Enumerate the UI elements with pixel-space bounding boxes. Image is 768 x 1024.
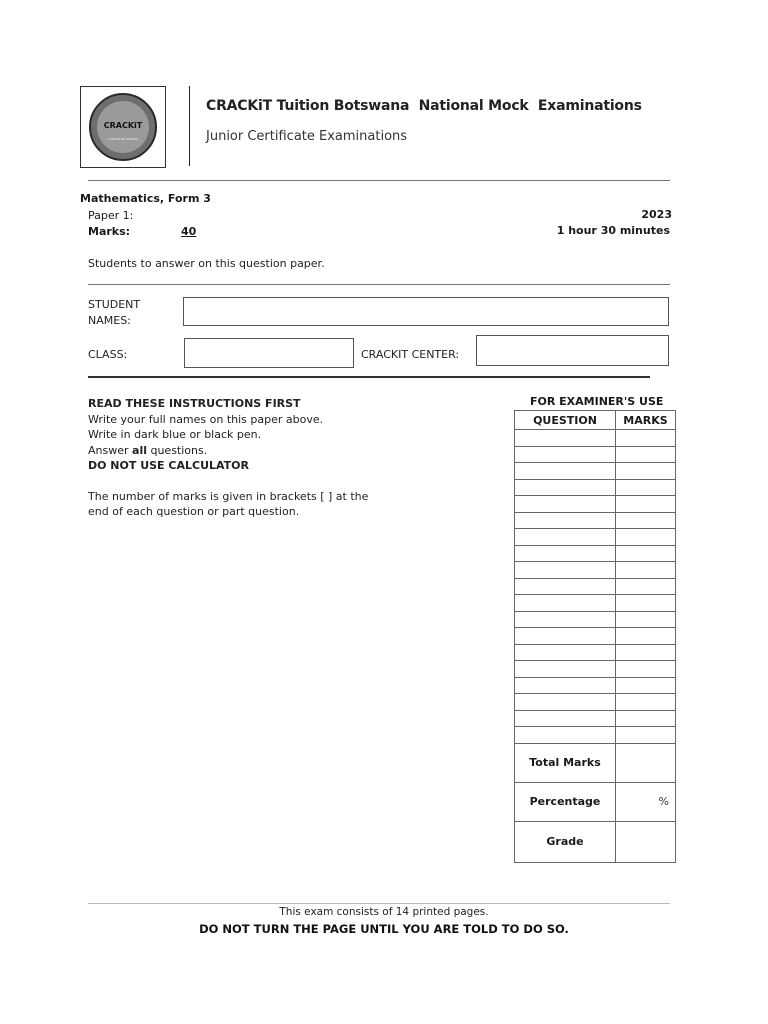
marks-value: 40 [181,225,197,238]
question-cell[interactable] [515,463,616,480]
examiner-blank-row [515,496,676,513]
examiner-blank-row [515,562,676,579]
percentage-row [515,782,676,821]
grade-label: Grade [515,821,616,862]
exam-duration: 1 hour 30 minutes [556,224,670,237]
examiner-blank-row [515,512,676,529]
marks-cell[interactable] [616,677,676,694]
marks-cell[interactable] [616,694,676,711]
marks-cell[interactable] [616,628,676,645]
question-cell[interactable] [515,430,616,447]
details-rule [88,284,670,285]
marks-cell[interactable] [616,727,676,744]
question-cell[interactable] [515,661,616,678]
student-names-label-line1: STUDENT [88,298,141,311]
question-cell[interactable] [515,694,616,711]
examiner-blank-row [515,479,676,496]
marks-cell[interactable] [616,529,676,546]
examiner-blank-row [515,628,676,645]
marks-cell[interactable] [616,479,676,496]
examiner-blank-row [515,694,676,711]
marks-cell[interactable] [616,644,676,661]
examiner-title: FOR EXAMINER'S USE [530,395,664,408]
grade-row [515,821,676,862]
examiner-blank-row [515,430,676,447]
examiner-blank-row [515,677,676,694]
question-cell[interactable] [515,512,616,529]
examiner-blank-row [515,595,676,612]
class-field[interactable] [184,338,354,368]
exam-subtitle: Junior Certificate Examinations [206,129,408,144]
marks-cell[interactable] [616,463,676,480]
instruction-answer-all [88,443,388,459]
logo-box [80,86,166,168]
header-divider [189,86,190,166]
grade-cell[interactable] [616,821,676,862]
question-cell[interactable] [515,710,616,727]
examiner-blank-row [515,727,676,744]
instructions-block [88,396,388,520]
footer-rule [88,903,670,904]
marks-cell[interactable] [616,661,676,678]
crackit-logo [89,93,157,161]
examiner-table [514,410,676,863]
question-cell[interactable] [515,562,616,579]
student-names-label-line2: NAMES: [88,314,131,327]
question-cell[interactable] [515,529,616,546]
question-cell[interactable] [515,595,616,612]
total-marks-label: Total Marks [515,743,616,782]
question-cell[interactable] [515,727,616,744]
footer-page-count: This exam consists of 14 printed pages. [279,906,489,918]
examiner-blank-row [515,446,676,463]
student-names-label [88,297,140,329]
exam-title: CRACKiT Tuition Botswana National Mock Examinations [206,98,642,114]
examiner-rows [515,430,676,744]
fields-rule [88,376,650,378]
question-cell[interactable] [515,545,616,562]
marks-column-header: MARKS [616,411,676,430]
marks-cell[interactable] [616,512,676,529]
question-cell[interactable] [515,496,616,513]
total-marks-cell[interactable] [616,743,676,782]
marks-cell[interactable] [616,611,676,628]
marks-cell[interactable] [616,430,676,447]
examiner-blank-row [515,463,676,480]
marks-cell[interactable] [616,545,676,562]
footer-warning: DO NOT TURN THE PAGE UNTIL YOU ARE TOLD TO DO SO. [199,922,569,936]
marks-cell[interactable] [616,578,676,595]
percentage-cell[interactable]: % [616,782,676,821]
examiner-blank-row [515,611,676,628]
question-cell[interactable] [515,677,616,694]
examiner-blank-row [515,644,676,661]
marks-cell[interactable] [616,562,676,579]
question-cell[interactable] [515,611,616,628]
percentage-label: Percentage [515,782,616,821]
marks-cell[interactable] [616,595,676,612]
student-names-field[interactable] [183,297,669,326]
answer-post: questions. [146,443,208,457]
crackit-center-field[interactable] [476,335,669,366]
class-label: CLASS: [88,348,128,361]
question-cell[interactable] [515,479,616,496]
examiner-blank-row [515,529,676,546]
answer-all-bold: all [132,443,147,457]
question-cell[interactable] [515,628,616,645]
marks-note-line1: The number of marks is given in brackets [ ] at the [88,489,369,503]
question-cell[interactable] [515,644,616,661]
question-column-header: QUESTION [515,411,616,430]
examiner-header-row [515,411,676,430]
question-cell[interactable] [515,578,616,595]
examiner-blank-row [515,545,676,562]
marks-cell[interactable] [616,710,676,727]
logo-text: CRACKiT [103,121,143,130]
instructions-heading: READ THESE INSTRUCTIONS FIRST [88,397,301,410]
marks-label: Marks: [88,225,131,238]
total-row [515,743,676,782]
answer-pre: Answer [88,443,133,457]
instruction-pen: Write in dark blue or black pen. [88,428,262,441]
instruction-no-calculator: DO NOT USE CALCULATOR [88,459,249,472]
logo-inner-circle [97,101,149,153]
marks-note-line2: end of each question or part question. [88,505,300,518]
logo-subtext: TUITION BOTSWANA [107,137,139,141]
examiner-blank-row [515,661,676,678]
question-cell[interactable] [515,446,616,463]
students-note: Students to answer on this question paper. [88,257,325,270]
paper-label: Paper 1: [88,209,134,222]
exam-year: 2023 [641,208,672,221]
header-rule [88,180,670,181]
examiner-blank-row [515,578,676,595]
subject: Mathematics, Form 3 [80,192,211,205]
examiner-blank-row [515,710,676,727]
marks-cell[interactable] [616,496,676,513]
crackit-center-label: CRACKIT CENTER: [361,348,460,361]
marks-cell[interactable] [616,446,676,463]
instruction-full-names: Write your full names on this paper above. [88,412,324,426]
